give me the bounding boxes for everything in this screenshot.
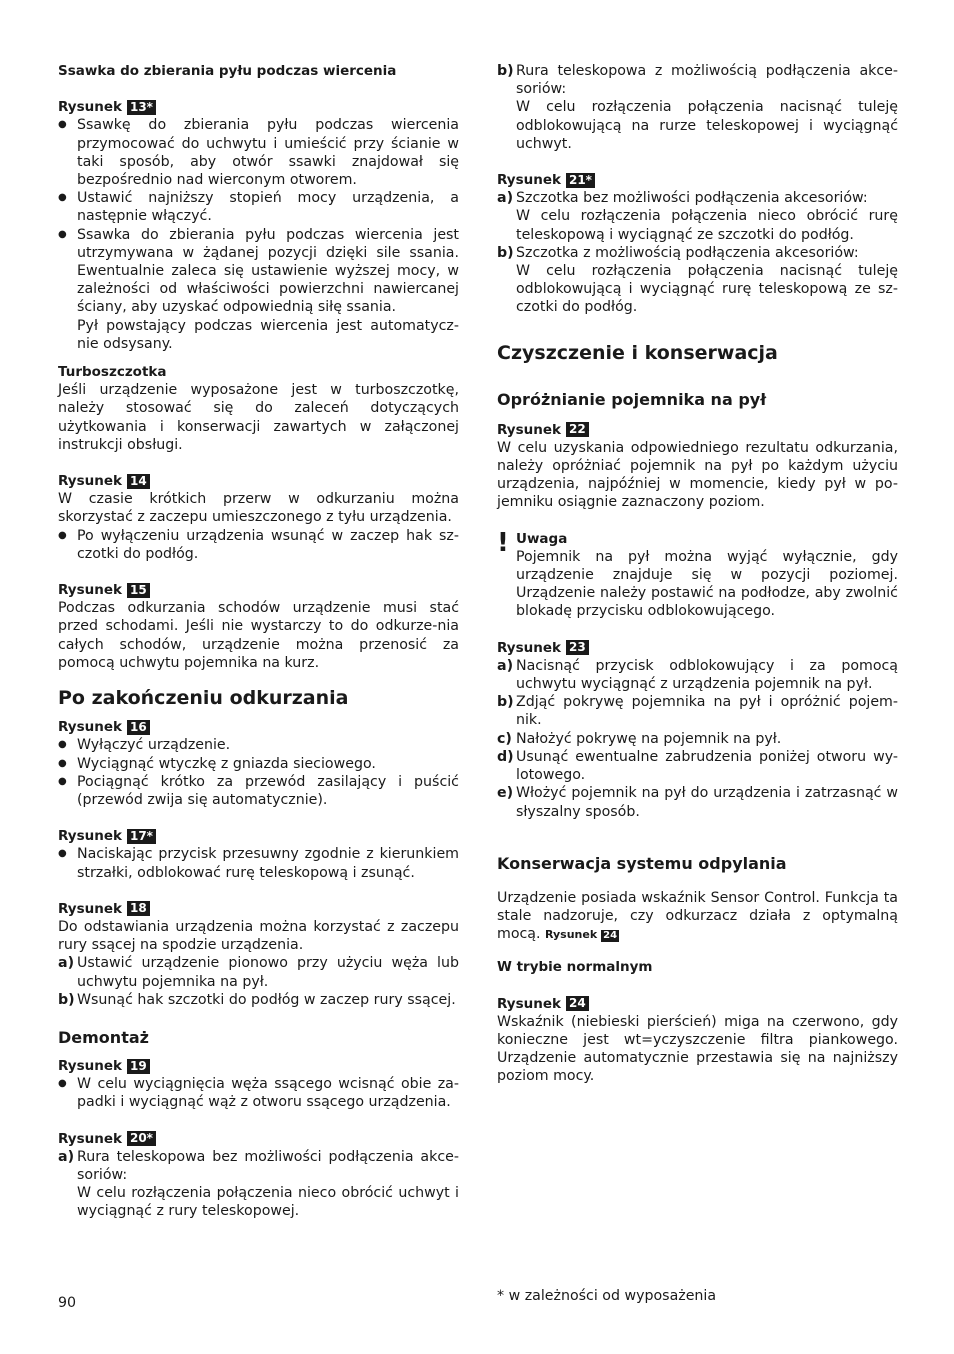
subsection-heading: Konserwacja systemu odpylania [497,853,787,873]
figure-number-badge: 23 [566,640,589,655]
list-item: ● Ustawić najniższy stopień mocy urządzenia, a następnie włączyć. [58,190,459,225]
list-item: ● Naciskając przycisk przesuwny zgodnie z kierunkiem strzałki, odblokować rurę teleskopową i zsunąć. [58,846,459,881]
section-title: Turboszczotka [58,364,167,381]
footnote: * w zależności od wyposażenia [497,1288,717,1304]
list-item: ● Po wyłączeniu urządzenia wsunąć w zaczep hak sz-czotki do podłóg. [58,527,459,562]
subsection-heading: Demontaż [58,1027,149,1047]
section-title: Ssawka do zbierania pyłu podczas wiercenia [58,63,397,79]
figure-number-badge: 14 [127,474,150,489]
bullet-icon: ● [58,775,67,787]
list-item: c) Nałożyć pokrywę na pojemnik na pył. [497,730,782,747]
list-item: b) Wsunąć hak szczotki do podłóg w zaczep rury ssącej. [58,991,456,1008]
figure-ref: Rysunek 22 [497,421,898,439]
list-item: a) Nacisnąć przycisk odblokowujący i za pomocą uchwytu wyciągnąć z urządzenia pojemnik na pył. [497,657,898,693]
list-item: e) Włożyć pojemnik na pył do urządzenia i zatrzasnąć w słyszalny sposób. [497,785,898,820]
figure-ref: Rysunek 24 [497,995,898,1013]
figure-ref: Rysunek 21* [497,171,898,189]
figure-number-badge: 20* [127,1131,156,1146]
right-column [497,62,898,1086]
warning-icon: ! [497,527,509,558]
figure-ref: Rysunek 20* [58,1130,459,1148]
bullet-icon: ● [58,757,67,769]
list-item: b) Zdjąć pokrywę pojemnika na pył i opróżnić pojem-nik. [497,694,898,729]
list-item: a) Szczotka bez możliwości podłączenia akcesoriów: W celu rozłączenia połączenia nieco obrócić rurę teleskopową i wyciągnąć ze szczotki do podłóg. [497,190,898,243]
figure-ref: Rysunek 17* [58,827,459,845]
figure-ref: Rysunek 19 [58,1057,459,1075]
paragraph: Jeśli urządzenie wyposażone jest w turboszczotkę, należy stosować się do zaleceń dotyczących użytkowania i konserwacji zawartych w załączonej instrukcji obsługi. [58,382,459,453]
paragraph: Urządzenie posiada wskaźnik Sensor Control. Funkcja ta stale nadzoruje, czy odkurzacz działa z optymalną mocą. Rysunek 24 [497,889,898,943]
paragraph: Do odstawiania urządzenia można korzystać z zaczepu rury ssącej na spodzie urządzenia. [58,918,459,954]
chapter-heading: Po zakończeniu odkurzania [58,687,349,710]
list-item: ● Ssawkę do zbierania pyłu podczas wiercenia przymocować do uchwytu i umieścić przy ścianie w taki sposób, aby otwór ssawki znajdował się bezpośrednio nad wierconym otworem. [58,117,459,189]
figure-number-badge: 15 [127,583,150,598]
figure-number-badge: 13* [127,100,156,115]
list-item: b) Szczotka z możliwością podłączenia akcesoriów: W celu rozłączenia połączenia nacisnąć tuleję odblokowującą i wyciągnąć rurę teleskopową ze sz-czotki do podłóg. [497,244,898,316]
paragraph: Podczas odkurzania schodów urządzenie musi stać przed schodami. Jeśli nie wystarczy to do odkurze-nia całych schodów, urządzenie można przenosić za pomocą uchwytu pojemnika na kurz. [58,600,459,671]
list-item: ● Wyłączyć urządzenie. [58,737,231,754]
subsection-heading: Opróżnianie pojemnika na pył [497,389,767,409]
bullet-icon: ● [58,1078,67,1090]
list-item: a) Ustawić urządzenie pionowo przy użyciu węża lub uchwytu pojemnika na pył. [58,955,459,990]
bullet-icon: ● [58,529,67,541]
figure-ref: Rysunek 14 [58,472,459,490]
figure-ref: Rysunek 13* [58,98,459,116]
list-item: ● W celu wyciągnięcia węża ssącego wcisnąć obie za-padki i wyciągnąć wąż z otworu ssącego urządzenia. [58,1076,459,1111]
figure-ref: Rysunek 16 [58,718,459,736]
bullet-icon: ● [58,192,67,204]
paragraph: W celu uzyskania odpowiedniego rezultatu odkurzania, należy opróżniać pojemnik na pył po każdym użyciu urządzenia, najpóźniej w momencie, kiedy pył w po-jemniku osiągnie zaznaczony poziom. [497,439,898,511]
figure-number-badge: 24 [566,996,589,1011]
list-item: ● Wyciągnąć wtyczkę z gniazda sieciowego. [58,755,376,772]
list-item: ● Pociągnąć krótko za przewód zasilający i puścić (przewód zwija się automatycznie). [58,773,459,808]
section-title: W trybie normalnym [497,959,653,976]
bullet-icon: ● [58,119,67,131]
figure-number-badge: 16 [127,720,150,735]
list-item: a) Rura teleskopowa bez możliwości podłączenia akce-soriów: W celu rozłączenia połączenia nieco obrócić uchwyt i wyciągnąć z rury teleskopowej. [58,1148,459,1220]
figure-number-badge: 19 [127,1059,150,1074]
paragraph: W czasie krótkich przerw w odkurzaniu można skorzystać z zaczepu umieszczonego z tyłu urządzenia. [58,491,459,526]
list-item: ● Ssawka do zbierania pyłu podczas wiercenia jest utrzymywana w żądanej pozycji dzięki sile ssania. Ewentualnie zaleca się ustawienie wyższej mocy, w zależności od właściwości powierzchni nawiercanej ściany, aby uzyskać odpowiednią siłę ssania. Pył powstający podczas wiercenia jest automatycz-nie odsysany. [58,226,459,352]
figure-number-badge: 18 [127,901,150,916]
bullet-icon: ● [58,228,67,240]
chapter-heading: Czyszczenie i konserwacja [497,341,778,364]
warning-title: Uwaga [516,530,568,547]
warning-note [497,527,898,621]
figure-number-badge: 21* [566,173,595,188]
figure-number-badge: 22 [566,422,589,437]
figure-ref: Rysunek 15 [58,581,459,599]
bullet-icon: ● [58,739,67,751]
paragraph: Wskaźnik (niebieski pierścień) miga na czerwono, gdy konieczne jest wt=yczyszczenie filtra piankowego. Urządzenie automatycznie przestawia się na najniższy poziom mocy. [497,1013,898,1085]
page-number: 90 [58,1295,77,1311]
list-item: b) Rura teleskopowa z możliwością podłączenia akce-soriów: W celu rozłączenia połączenia nacisnąć tuleję odblokowującą na rurze teleskopowej i wyciągnąć uchwyt. [497,63,898,152]
bullet-icon: ● [58,848,67,860]
warning-text: Pojemnik na pył można wyjąć wyłącznie, gdy urządzenie znajduje się w pozycji poziomej. Urządzenie należy postawić na podłodze, aby zwolnić blokadę przycisku odblokowującego. [516,548,898,620]
figure-ref: Rysunek 23 [497,639,898,657]
figure-number-badge: 17* [127,829,156,844]
figure-ref: Rysunek 18 [58,900,459,918]
left-column [58,62,459,1221]
list-item: d) Usunąć ewentualne zabrudzenia poniżej otworu wy-lotowego. [497,748,898,784]
figure-number-badge: 24 [603,930,618,942]
